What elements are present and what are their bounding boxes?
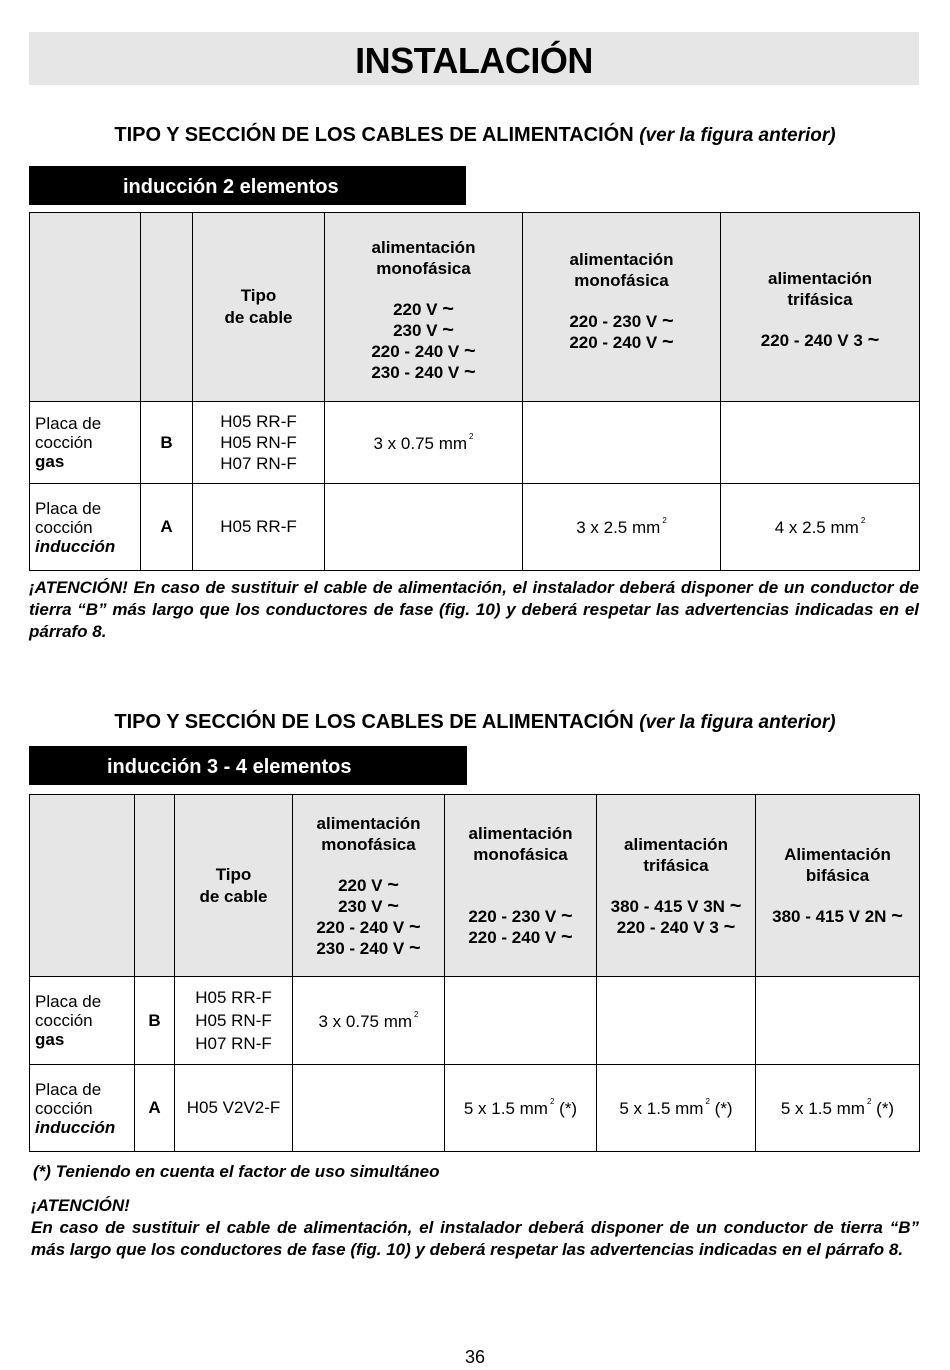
- section1-heading-text: TIPO Y SECCIÓN DE LOS CABLES DE ALIMENTACIÓN: [114, 124, 634, 146]
- header-col3-name-1: alimentación: [768, 268, 872, 288]
- section2-heading: [30, 711, 920, 734]
- row-col2-value: 3 x 2.5 mm $^2$: [523, 484, 721, 571]
- header-col3-name-2: trifásica: [643, 855, 709, 875]
- row-col1-value: 3 x 0.75 mm $^2$: [293, 977, 445, 1065]
- header-cable-type-2: de cable: [199, 886, 268, 906]
- header-empty-letter: [141, 213, 193, 402]
- squared-mark: 2: [705, 1097, 710, 1106]
- asterisk-mark: (*): [876, 1099, 895, 1118]
- header-col4-name-1: Alimentación: [784, 845, 891, 864]
- row-place: Placa de cocción gas: [30, 402, 141, 484]
- header-col3: [597, 795, 756, 977]
- ac-symbol: ~: [661, 331, 674, 353]
- header-cable-type-2: de cable: [224, 308, 293, 327]
- ac-symbol: ~: [867, 328, 880, 351]
- header-col1-name-1: alimentación: [371, 238, 476, 257]
- row-col1-value: [293, 1065, 445, 1152]
- squared-mark: 2: [860, 516, 866, 525]
- header-cable-type-1: Tipo: [215, 864, 252, 884]
- row-place: Placa de cocción inducción: [30, 484, 141, 571]
- header-col1-voltage: 220 V ~: [338, 873, 399, 896]
- header-col3-name-2: trifásica: [787, 289, 853, 309]
- header-col1-voltage: 230 V ~: [393, 319, 454, 341]
- page-title-bar: [29, 32, 919, 85]
- section2-warning-title: ¡ATENCIÓN!: [31, 1196, 130, 1215]
- header-col2: [523, 213, 721, 402]
- page-number: 36: [464, 1347, 486, 1367]
- header-col2: [445, 795, 597, 977]
- ac-symbol: ~: [463, 340, 476, 362]
- row-col3-value: [721, 402, 920, 484]
- row-place: Placa de cocción inducción: [30, 1065, 135, 1152]
- header-col4-voltage: 380 - 415 V 2N ~: [772, 905, 903, 927]
- section1-warning: ¡ATENCIÓN! En caso de sustituir el cable de alimentación, el instalador deberá disponer de un conductor de tierra “B” más largo que los conductores de fase (fig. 10) y deberá respetar las advertencias indicadas en el párrafo 8.: [29, 578, 919, 641]
- squared-mark: 2: [662, 516, 667, 525]
- asterisk-mark: (*): [714, 1099, 733, 1118]
- section1-heading: [30, 124, 920, 147]
- header-cable-type: [193, 213, 325, 402]
- header-col4-name-2: bifásica: [805, 866, 870, 885]
- row-col4-value: [756, 977, 920, 1065]
- header-cable-type-1: Tipo: [240, 286, 277, 305]
- header-col1-voltage: 220 V ~: [393, 298, 454, 320]
- ac-symbol: ~: [560, 926, 573, 948]
- row-col1-value: [325, 484, 523, 571]
- ac-symbol: ~: [387, 894, 399, 917]
- header-col1-voltage: 220 - 240 V ~: [371, 340, 476, 362]
- section1-table: [29, 212, 920, 571]
- ac-symbol: ~: [891, 905, 903, 927]
- row-col3-value: [597, 977, 756, 1065]
- squared-mark: 2: [414, 1009, 419, 1019]
- ac-symbol: ~: [560, 905, 573, 927]
- ac-symbol: ~: [387, 873, 399, 896]
- row-letter: A: [135, 1065, 175, 1152]
- header-col1-voltage: 230 - 240 V ~: [316, 936, 421, 959]
- row-letter: B: [135, 977, 175, 1065]
- ac-symbol: ~: [729, 894, 742, 917]
- row-col2-value: [523, 402, 721, 484]
- section2-table: [29, 794, 920, 1152]
- ac-symbol: ~: [408, 915, 421, 938]
- row-cables: H05 V2V2-F: [175, 1065, 293, 1152]
- header-col1-name-2: monofásica: [321, 834, 416, 854]
- header-col3-voltage: 220 - 240 V 3 ~: [616, 915, 736, 938]
- header-col1-name-2: monofásica: [376, 259, 471, 278]
- header-col3: [721, 213, 920, 402]
- row-col1-value: 3 x 0.75 mm $^2$: [325, 402, 523, 484]
- header-col2-voltage: 220 - 240 V ~: [569, 331, 674, 353]
- section2-heading-text: TIPO Y SECCIÓN DE LOS CABLES DE ALIMENTACIÓN: [114, 711, 634, 733]
- row-cables: H05 RR-F: [193, 484, 325, 571]
- ac-symbol: ~: [661, 310, 674, 332]
- header-col3-voltage: 220 - 240 V 3 ~: [760, 328, 880, 351]
- header-empty-place: [30, 213, 141, 402]
- asterisk-mark: (*): [559, 1099, 578, 1118]
- ac-symbol: ~: [442, 319, 454, 341]
- squared-mark: 2: [549, 1097, 555, 1106]
- squared-mark: 2: [469, 431, 474, 441]
- ac-symbol: ~: [723, 915, 736, 938]
- row-col3-value: 4 x 2.5 mm $^2$: [721, 484, 920, 571]
- section2-label: inducción 3 - 4 elementos: [29, 746, 467, 785]
- header-col1-voltage: 230 - 240 V ~: [371, 361, 476, 383]
- header-col3-voltage: 380 - 415 V 3N ~: [610, 894, 742, 917]
- section1-label: inducción 2 elementos: [29, 166, 466, 205]
- header-col1: [325, 213, 523, 402]
- header-col1: [293, 795, 445, 977]
- header-empty-place: [30, 795, 135, 977]
- header-col1-voltage: 230 V ~: [338, 894, 399, 917]
- header-col1-name-1: alimentación: [316, 813, 421, 833]
- row-col4-value: 5 x 1.5 mm $^2$ (*): [756, 1065, 920, 1152]
- header-col2-voltage: 220 - 230 V ~: [468, 905, 573, 927]
- header-col2-name-1: alimentación: [569, 250, 674, 269]
- row-letter: B: [141, 402, 193, 484]
- header-col2-voltage: 220 - 230 V ~: [569, 310, 674, 332]
- row-col2-value: [445, 977, 597, 1065]
- header-col2-name-2: monofásica: [574, 271, 669, 290]
- row-cables: H05 RR-F H05 RN-F H07 RN-F: [175, 977, 293, 1065]
- header-col2-voltage: 220 - 240 V ~: [468, 926, 573, 948]
- header-col2-name-1: alimentación: [468, 824, 573, 843]
- header-col1-voltage: 220 - 240 V ~: [316, 915, 421, 938]
- table-header-row: [30, 795, 920, 977]
- table-header-row: [30, 213, 920, 402]
- table-row: [30, 402, 920, 484]
- table-row: [30, 484, 920, 571]
- header-col4: [756, 795, 920, 977]
- header-cable-type: [175, 795, 293, 977]
- row-col2-value: 5 x 1.5 mm $^2$ (*): [445, 1065, 597, 1152]
- section1-heading-note: (ver la figura anterior): [639, 125, 836, 146]
- section2-footnote: (*) Teniendo en cuenta el factor de uso simultáneo: [33, 1162, 440, 1181]
- header-col3-name-1: alimentación: [624, 834, 728, 854]
- section2-heading-note: (ver la figura anterior): [639, 712, 836, 733]
- ac-symbol: ~: [442, 298, 454, 320]
- header-empty-letter: [135, 795, 175, 977]
- row-cables: H05 RR-F H05 RN-F H07 RN-F: [193, 402, 325, 484]
- ac-symbol: ~: [408, 936, 421, 959]
- table-row: [30, 1065, 920, 1152]
- page-title: INSTALACIÓN: [355, 40, 593, 81]
- section2-warning: En caso de sustituir el cable de alimentación, el instalador deberá disponer de un conductor de tierra “B” más largo que los conductores de fase (fig. 10) y deberá respetar las advertencias indicadas en el párrafo 8.: [31, 1218, 919, 1259]
- header-col2-name-2: monofásica: [473, 845, 568, 864]
- row-col3-value: 5 x 1.5 mm $^2$ (*): [597, 1065, 756, 1152]
- table-row: [30, 977, 920, 1065]
- row-place: Placa de cocción gas: [30, 977, 135, 1065]
- row-letter: A: [141, 484, 193, 571]
- squared-mark: 2: [866, 1097, 872, 1106]
- ac-symbol: ~: [463, 361, 476, 383]
